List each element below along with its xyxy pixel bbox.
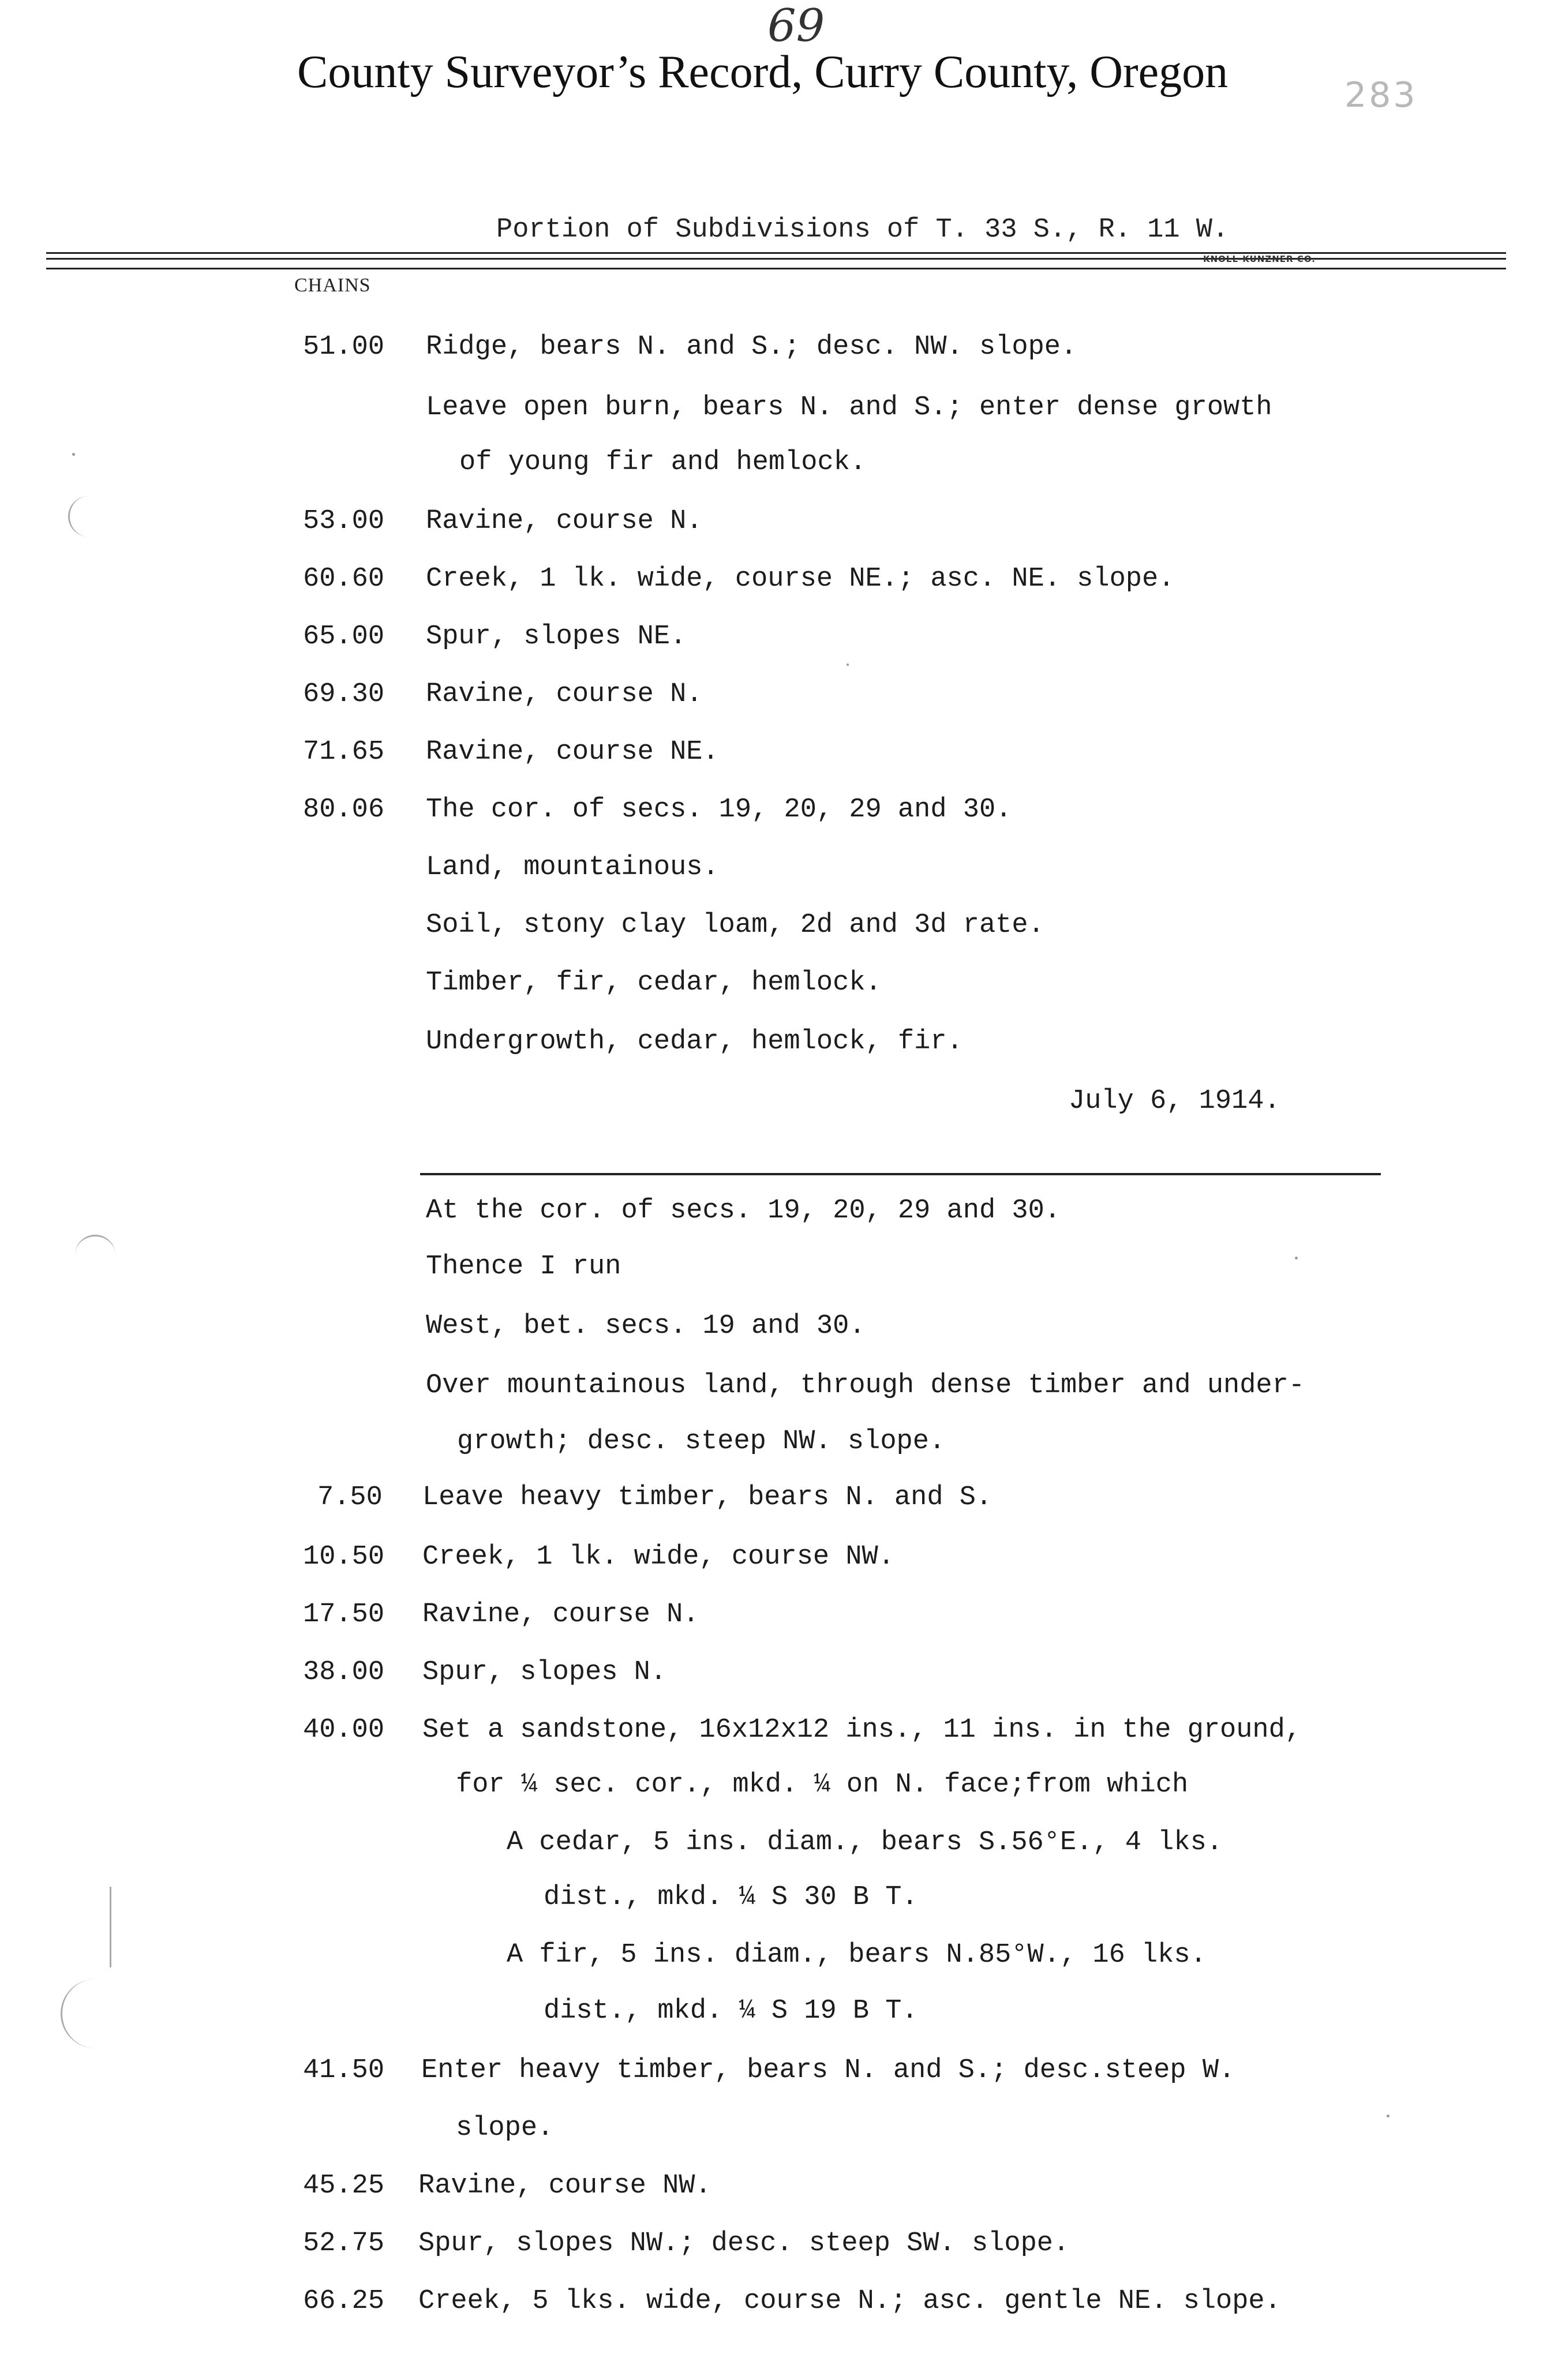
chain-value: 51.00 xyxy=(303,332,385,362)
section-divider xyxy=(420,1173,1381,1175)
scan-artifact xyxy=(68,496,93,537)
bearing-tree-text: dist., mkd. ¼ S 19 B T. xyxy=(544,1996,918,2026)
chain-value: 38.00 xyxy=(303,1657,385,1688)
entry-text: Land, mountainous. xyxy=(426,852,719,883)
entry-text: Ravine, course NE. xyxy=(426,737,719,767)
scan-speck xyxy=(1387,2115,1390,2117)
chain-value: 69.30 xyxy=(303,679,385,710)
bearing-tree-text: A fir, 5 ins. diam., bears N.85°W., 16 lks. xyxy=(507,1940,1207,1970)
entry-text: Soil, stony clay loam, 2d and 3d rate. xyxy=(426,910,1044,940)
chains-column-label: CHAINS xyxy=(294,275,371,296)
entry-text: Thence I run xyxy=(426,1251,621,1282)
chain-value: 71.65 xyxy=(303,737,385,767)
entry-text: Spur, slopes N. xyxy=(422,1657,667,1688)
scan-speck xyxy=(1295,1257,1298,1260)
entry-text: growth; desc. steep NW. slope. xyxy=(457,1426,946,1457)
chain-value: 60.60 xyxy=(303,564,385,594)
scan-artifact xyxy=(75,1235,115,1260)
entry-text: At the cor. of secs. 19, 20, 29 and 30. xyxy=(426,1195,1061,1226)
entry-text: Leave open burn, bears N. and S.; enter dense growth xyxy=(426,392,1272,423)
chain-value: 10.50 xyxy=(303,1542,385,1572)
entry-text: Set a sandstone, 16x12x12 ins., 11 ins. in the ground, xyxy=(422,1715,1302,1745)
chain-value: 66.25 xyxy=(303,2286,385,2317)
entry-text: Ravine, course N. xyxy=(426,679,703,710)
entry-text: Leave heavy timber, bears N. and S. xyxy=(422,1482,993,1513)
chain-value: 7.50 xyxy=(317,1482,383,1513)
handwritten-page-number: 69 xyxy=(767,0,825,52)
bearing-tree-text: dist., mkd. ¼ S 30 B T. xyxy=(544,1882,918,1913)
chain-value: 53.00 xyxy=(303,506,385,537)
entry-text: West, bet. secs. 19 and 30. xyxy=(426,1311,866,1341)
entry-text: Creek, 1 lk. wide, course NW. xyxy=(422,1542,894,1572)
chain-value: 52.75 xyxy=(303,2228,385,2259)
chain-value: 80.06 xyxy=(303,794,385,825)
entry-text: Spur, slopes NW.; desc. steep SW. slope. xyxy=(418,2228,1070,2259)
entry-text: Timber, fir, cedar, hemlock. xyxy=(426,968,882,998)
chain-value: 40.00 xyxy=(303,1715,385,1745)
entry-text: Creek, 5 lks. wide, course N.; asc. gentle NE. slope. xyxy=(418,2286,1281,2317)
scan-artifact xyxy=(98,1887,111,1967)
chain-value: 45.25 xyxy=(303,2171,385,2201)
header-rule xyxy=(46,268,1506,269)
corner-stamp-number: 283 xyxy=(1344,75,1418,115)
entry-text: Ravine, course N. xyxy=(426,506,703,537)
scan-speck xyxy=(72,453,75,456)
entry-text: Ridge, bears N. and S.; desc. NW. slope. xyxy=(426,332,1077,362)
chain-value: 17.50 xyxy=(303,1599,385,1630)
scan-speck xyxy=(847,664,849,666)
page-title: County Surveyor’s Record, Curry County, Oregon xyxy=(297,47,1229,98)
entry-text: Over mountainous land, through dense timber and under- xyxy=(426,1370,1305,1401)
entry-text: for ¼ sec. cor., mkd. ¼ on N. face;from which xyxy=(456,1770,1189,1800)
entry-text: The cor. of secs. 19, 20, 29 and 30. xyxy=(426,794,1012,825)
entry-text: Spur, slopes NE. xyxy=(426,621,687,652)
chain-value: 65.00 xyxy=(303,621,385,652)
entry-text: Ravine, course N. xyxy=(422,1599,699,1630)
printer-mark: KNOLL-KUNZNER CO. xyxy=(1203,254,1316,264)
entry-text: Enter heavy timber, bears N. and S.; desc.steep W. xyxy=(421,2055,1235,2086)
entry-text: Undergrowth, cedar, hemlock, fir. xyxy=(426,1026,963,1057)
entry-date: July 6, 1914. xyxy=(1069,1086,1280,1116)
subdivision-heading: Portion of Subdivisions of T. 33 S., R. 11 W. xyxy=(496,215,1229,245)
entry-text: slope. xyxy=(456,2113,554,2143)
scan-artifact xyxy=(61,1979,103,2048)
entry-text: of young fir and hemlock. xyxy=(459,447,867,478)
chain-value: 41.50 xyxy=(303,2055,385,2086)
entry-text: Creek, 1 lk. wide, course NE.; asc. NE. slope. xyxy=(426,564,1175,594)
bearing-tree-text: A cedar, 5 ins. diam., bears S.56°E., 4 lks. xyxy=(507,1827,1223,1858)
entry-text: Ravine, course NW. xyxy=(418,2171,711,2201)
